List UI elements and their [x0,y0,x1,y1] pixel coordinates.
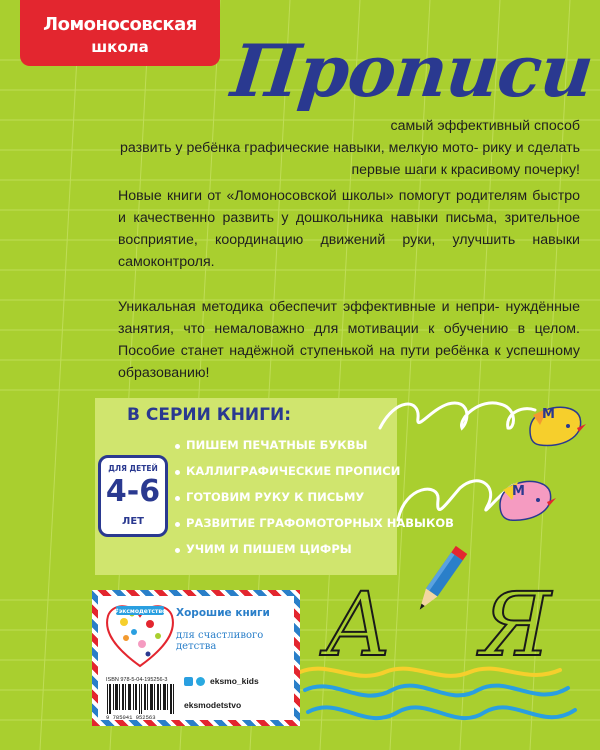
social-handle-detstvo[interactable]: eksmodetstvo [184,700,242,710]
age-badge-label: ДЛЯ ДЕТЕЙ [108,464,158,473]
yellow-bird-letter: M [542,407,555,422]
barcode-icon [106,684,176,714]
logo-top-text: Ломоносовская [43,14,197,35]
heart-tag: #эксмодетство [113,608,167,615]
barcode-number: 9 785041 952563 [106,714,156,721]
description-line-1: самый эффективный способ [390,118,580,134]
cursive-letter-a: А [325,573,392,676]
series-item: ГОТОВИМ РУКУ К ПИСЬМУ [186,490,365,504]
heart-icon [102,598,178,670]
telegram-icon [196,677,205,686]
vk-icon [184,677,193,686]
wave-line-blue-2 [308,707,575,718]
series-item: РАЗВИТИЕ ГРАФОМОТОРНЫХ НАВЫКОВ [186,516,454,530]
logo-bottom-text: школа [91,38,149,56]
series-item: КАЛЛИГРАФИЧЕСКИЕ ПРОПИСИ [186,464,401,478]
age-badge-unit: ЛЕТ [122,516,144,527]
series-item: УЧИМ И ПИШЕМ ЦИФРЫ [186,542,352,556]
isbn-text: ISBN 978-5-04-195256-3 [106,677,168,683]
sticker-title: Хорошие книги [176,607,270,619]
loop-line-top [380,403,535,428]
book-title: Прописи [227,28,597,113]
series-title: В СЕРИИ КНИГИ: [127,405,292,425]
yellow-bird-icon [530,407,586,446]
social-handle-kids[interactable]: eksmo_kids [210,676,259,686]
pink-bird-icon [500,481,556,520]
pencil-icon [414,546,467,614]
cursive-letter-ya: Я [480,573,552,676]
wave-line-blue-1 [305,686,568,696]
sticker-subtitle: для счастливого детства [176,630,264,652]
description-paragraph-3: Уникальная методика обеспечит эффективные и непри- нуждённые занятия, что немаловажно для мотивации к обучению в целом. Пособие станет надёжной ступенькой на пути ребёнка к успешному образованию! [118,299,580,381]
description-paragraph-2: Новые книги от «Ломоносовской школы» помогут родителям быстро и качественно развить у дошкольника навыки письма, зрительное восприятие, координацию движений руки, улучшить навыки самоконтроля. [118,188,580,270]
age-badge-range: 4-6 [105,474,161,509]
series-item: ПИШЕМ ПЕЧАТНЫЕ БУКВЫ [186,438,368,452]
description-paragraph-1: развить у ребёнка графические навыки, мелкую мото- рику и сделать первые шаги к красивому почерку! [120,140,580,178]
pink-bird-letter: M [512,484,525,499]
